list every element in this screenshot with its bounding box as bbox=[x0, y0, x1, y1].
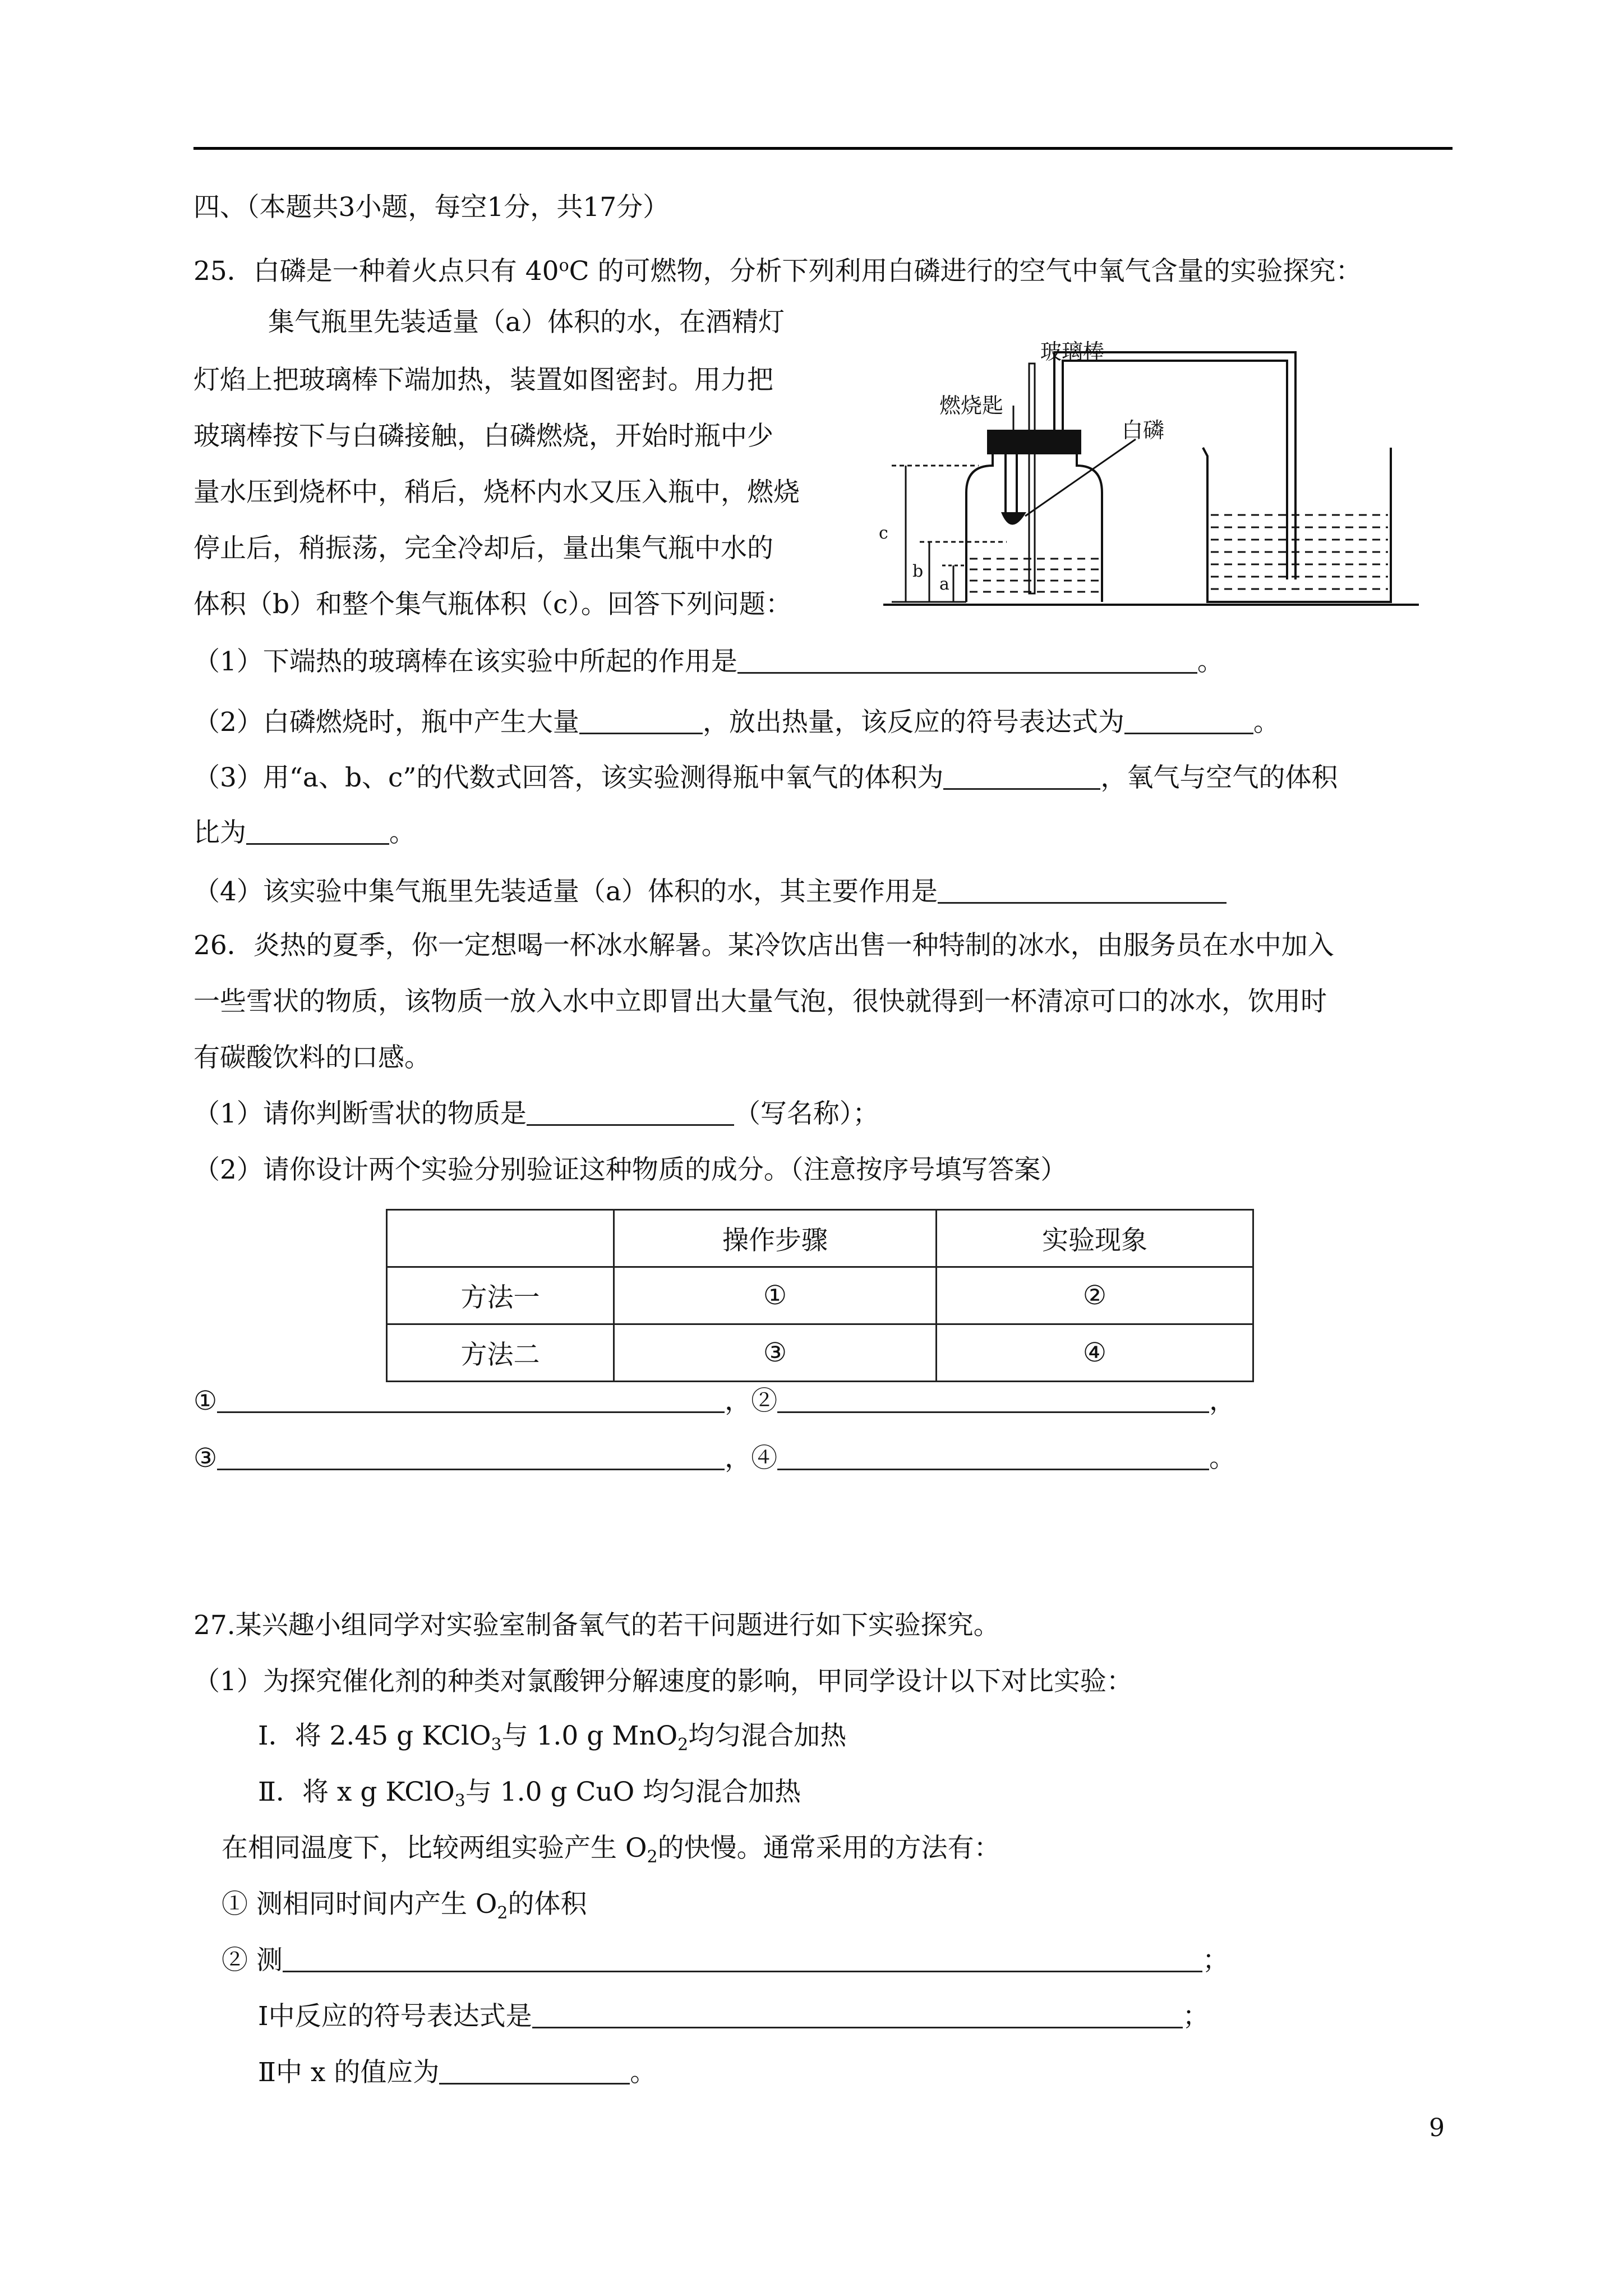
q25-para-line: 灯焰上把玻璃棒下端加热，装置如图密封。用力把 bbox=[193, 365, 773, 395]
table-header bbox=[387, 1210, 614, 1267]
q25-q2: （2）白磷燃烧时，瓶中产生大量 ，放出热量，该反应的符号表达式为 。 bbox=[193, 707, 1280, 738]
q26-line: 26．炎热的夏季，你一定想喝一杯冰水解暑。某冷饮店出售一种特制的冰水，由服务员在水中加入 bbox=[193, 930, 1334, 961]
answer-blank[interactable] bbox=[532, 2002, 1183, 2028]
answer-blank[interactable] bbox=[737, 647, 1197, 674]
answer-blank[interactable] bbox=[1124, 708, 1253, 734]
q26-line: 一些雪状的物质，该物质一放入水中立即冒出大量气泡，很快就得到一杯清凉可口的冰水，饮用时 bbox=[193, 986, 1327, 1017]
glass-rod-label: 玻璃棒 bbox=[1040, 339, 1105, 364]
beaker-water bbox=[1211, 515, 1388, 589]
table-cell: ③ bbox=[614, 1324, 937, 1382]
q25-para-line: 玻璃棒按下与白磷接触，白磷燃烧，开始时瓶中少 bbox=[193, 421, 773, 452]
answer-blank[interactable] bbox=[938, 877, 1227, 904]
method-table bbox=[386, 1209, 1254, 1382]
q26-line: 有碳酸饮料的口感。 bbox=[193, 1042, 431, 1073]
table-cell: 方法一 bbox=[387, 1267, 614, 1324]
table-header-row bbox=[387, 1210, 1253, 1267]
q27-method1: ① 测相同时间内产生 $O_2$的体积 bbox=[222, 1889, 587, 1923]
table-header: 操作步骤 bbox=[614, 1210, 937, 1267]
glass-rod bbox=[1029, 364, 1035, 593]
white-p-label: 白磷 bbox=[1122, 418, 1165, 443]
label-b: b bbox=[912, 562, 924, 581]
q25-para-line: 集气瓶里先装适量（a）体积的水，在酒精灯 bbox=[268, 307, 785, 338]
answer-blank[interactable] bbox=[283, 1946, 1202, 1972]
delivery-tube bbox=[1054, 352, 1295, 579]
answer-blank[interactable] bbox=[943, 763, 1100, 790]
answer-blank[interactable] bbox=[439, 2058, 630, 2085]
beaker bbox=[1203, 448, 1391, 602]
q27-exp1: Ⅰ．将 2.45 g KClO$_3$与 1.0 g MnO$_2$均匀混合加热 bbox=[258, 1720, 847, 1755]
header-rule bbox=[193, 147, 1453, 150]
q25-q1: （1）下端热的玻璃棒在该实验中所起的作用是 。 bbox=[193, 646, 1224, 677]
answer-blank[interactable] bbox=[246, 818, 389, 845]
q27-q1: （1）为探究催化剂的种类对氯酸钾分解速度的影响，甲同学设计以下对比实验： bbox=[193, 1666, 1133, 1697]
q25-q4: （4）该实验中集气瓶里先装适量（a）体积的水，其主要作用是 bbox=[193, 875, 1227, 909]
answer-blank[interactable] bbox=[217, 1387, 725, 1413]
answer-blank[interactable] bbox=[527, 1099, 734, 1126]
q27-reaction2: Ⅱ中 x 的值应为 。 bbox=[258, 2057, 657, 2088]
table-cell: ② bbox=[937, 1267, 1253, 1324]
answer-blank[interactable] bbox=[777, 1444, 1209, 1470]
table-header: 实验现象 bbox=[937, 1210, 1253, 1267]
q26-q1: （1）请你判断雪状的物质是 （写名称）； bbox=[193, 1098, 879, 1129]
table-row bbox=[387, 1324, 1253, 1382]
q27-title: 27.某兴趣小组同学对实验室制备氧气的若干问题进行如下实验探究。 bbox=[193, 1610, 1000, 1641]
answer-blank[interactable] bbox=[777, 1387, 1209, 1413]
q25-para-line: 停止后，稍振荡，完全冷却后，量出集气瓶中水的 bbox=[193, 533, 773, 564]
q25-q3-cont: 比为 。 bbox=[193, 817, 416, 848]
q25-q3: （3）用“a、b、c”的代数式回答，该实验测得瓶中氧气的体积为 ，氧气与空气的体积 bbox=[193, 762, 1338, 793]
label-a: a bbox=[939, 574, 949, 594]
q27-reaction1: Ⅰ中反应的符号表达式是 ； bbox=[258, 2001, 1209, 2032]
table-row bbox=[387, 1267, 1253, 1324]
q27-exp2: Ⅱ．将 x g KClO$_3$与 1.0 g CuO 均匀混合加热 bbox=[258, 1777, 801, 1811]
spoon-label: 燃烧匙 bbox=[939, 393, 1004, 418]
q25-para-line: 量水压到烧杯中，稍后，烧杯内水又压入瓶中，燃烧 bbox=[193, 477, 800, 508]
apparatus-diagram bbox=[866, 319, 1419, 622]
q26-answers-row2: ③ ，④ 。 bbox=[193, 1443, 1236, 1474]
q26-q2: （2）请你设计两个实验分别验证这种物质的成分。（注意按序号填写答案） bbox=[193, 1154, 1067, 1185]
page-number: 9 bbox=[1429, 2114, 1445, 2142]
table-cell: ④ bbox=[937, 1324, 1253, 1382]
white-phosphorus bbox=[1001, 512, 1026, 525]
q27-method2: ② 测 ； bbox=[222, 1945, 1229, 1976]
answer-blank[interactable] bbox=[579, 708, 703, 734]
q26-answers-row1: ① ，② ， bbox=[193, 1386, 1236, 1416]
table-cell: 方法二 bbox=[387, 1324, 614, 1382]
q25-intro: 25．白磷是一种着火点只有 40$^o$C 的可燃物，分析下列利用白磷进行的空气中氧气含量的实验探究： bbox=[193, 256, 1362, 287]
label-c: c bbox=[879, 523, 888, 543]
q27-compare: 在相同温度下，比较两组实验产生 $O_2$的快慢。通常采用的方法有： bbox=[222, 1833, 1000, 1867]
q25-para-line: 体积（b）和整个集气瓶体积（c）。回答下列问题： bbox=[193, 589, 792, 620]
section-header: 四、（本题共3小题，每空1分，共17分） bbox=[193, 192, 670, 223]
table-cell: ① bbox=[614, 1267, 937, 1324]
answer-blank[interactable] bbox=[217, 1444, 725, 1470]
